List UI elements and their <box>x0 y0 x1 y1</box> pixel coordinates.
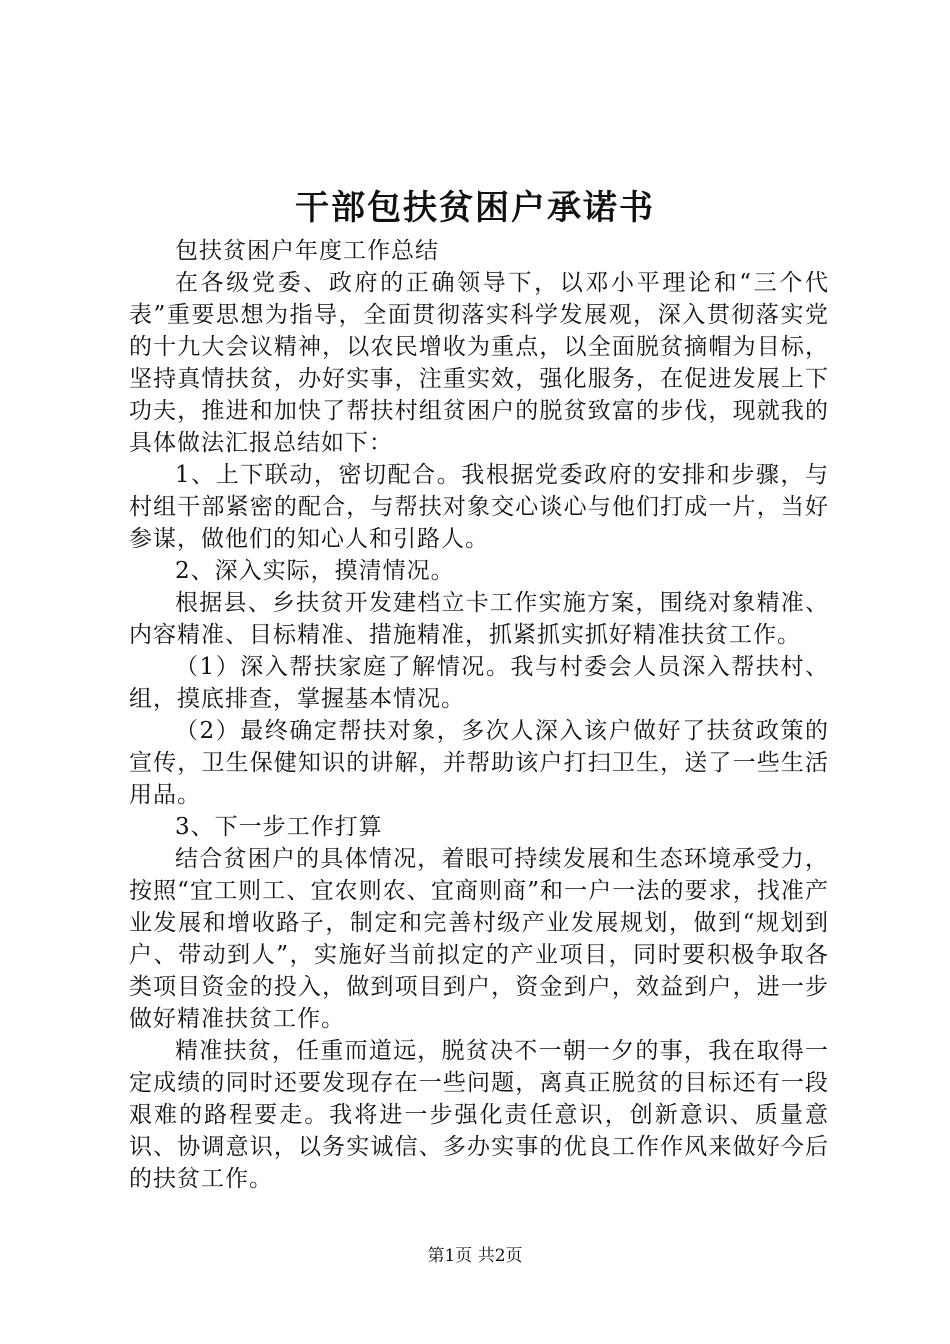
paragraph-point-2-sub-2: （2）最终确定帮扶对象，多次人深入该户做好了扶贫政策的宣传，卫生保健知识的讲解，并帮助该户打扫卫生，送了一些生活用品。 <box>129 718 829 808</box>
paragraph-point-3-body: 结合贫困户的具体情况，着眼可持续发展和生态环境承受力，按照“宜工则工、宜农则农、宜商则商”和一户一法的要求，找准产业发展和增收路子，制定和完善村级产业发展规划，做到“规划到户、带动到人”，实施好当前拟定的产业项目，同时要积极争取各类项目资金的投入，做到项目到户，资金到户，效益到户，进一步做好精准扶贫工作。 <box>129 846 829 1032</box>
paragraph-conclusion: 精准扶贫，任重而道远，脱贫决不一朝一夕的事，我在取得一定成绩的同时还要发现存在一些问题，离真正脱贫的目标还有一段艰难的路程要走。我将进一步强化责任意识，创新意识、质量意识、协调意识，以务实诚信、多办实事的优良工作作风来做好今后的扶贫工作。 <box>129 1038 829 1192</box>
paragraph-subtitle: 包扶贫困户年度工作总结 <box>175 238 439 264</box>
paragraph-point-2-heading: 2、深入实际，摸清情况。 <box>175 558 455 584</box>
paragraph-point-1: 1、上下联动，密切配合。我根据党委政府的安排和步骤，与村组干部紧密的配合，与帮扶对象交心谈心与他们打成一片，当好参谋，做他们的知心人和引路人。 <box>129 462 829 552</box>
document-body <box>129 235 829 1195</box>
document-title: 干部包扶贫困户承诺书 <box>295 188 655 228</box>
paragraph-point-3-heading: 3、下一步工作打算 <box>175 814 383 840</box>
paragraph-intro: 在各级党委、政府的正确领导下，以邓小平理论和“三个代表”重要思想为指导，全面贯彻落实科学发展观，深入贯彻落实党的十九大会议精神，以农民增收为重点，以全面脱贫摘帽为目标，坚持真情扶贫，办好实事，注重实效，强化服务，在促进发展上下功夫，推进和加快了帮扶村组贫困户的脱贫致富的步伐，现就我的具体做法汇报总结如下： <box>129 270 829 456</box>
paragraph-point-2-sub-1: （1）深入帮扶家庭了解情况。我与村委会人员深入帮扶村、组，摸底排查，掌握基本情况。 <box>129 654 829 712</box>
page-number-footer: 第1页 共2页 <box>427 1246 523 1266</box>
paragraph-point-2-body: 根据县、乡扶贫开发建档立卡工作实施方案，围绕对象精准、内容精准、目标精准、措施精准，抓紧抓实抓好精准扶贫工作。 <box>129 590 829 648</box>
